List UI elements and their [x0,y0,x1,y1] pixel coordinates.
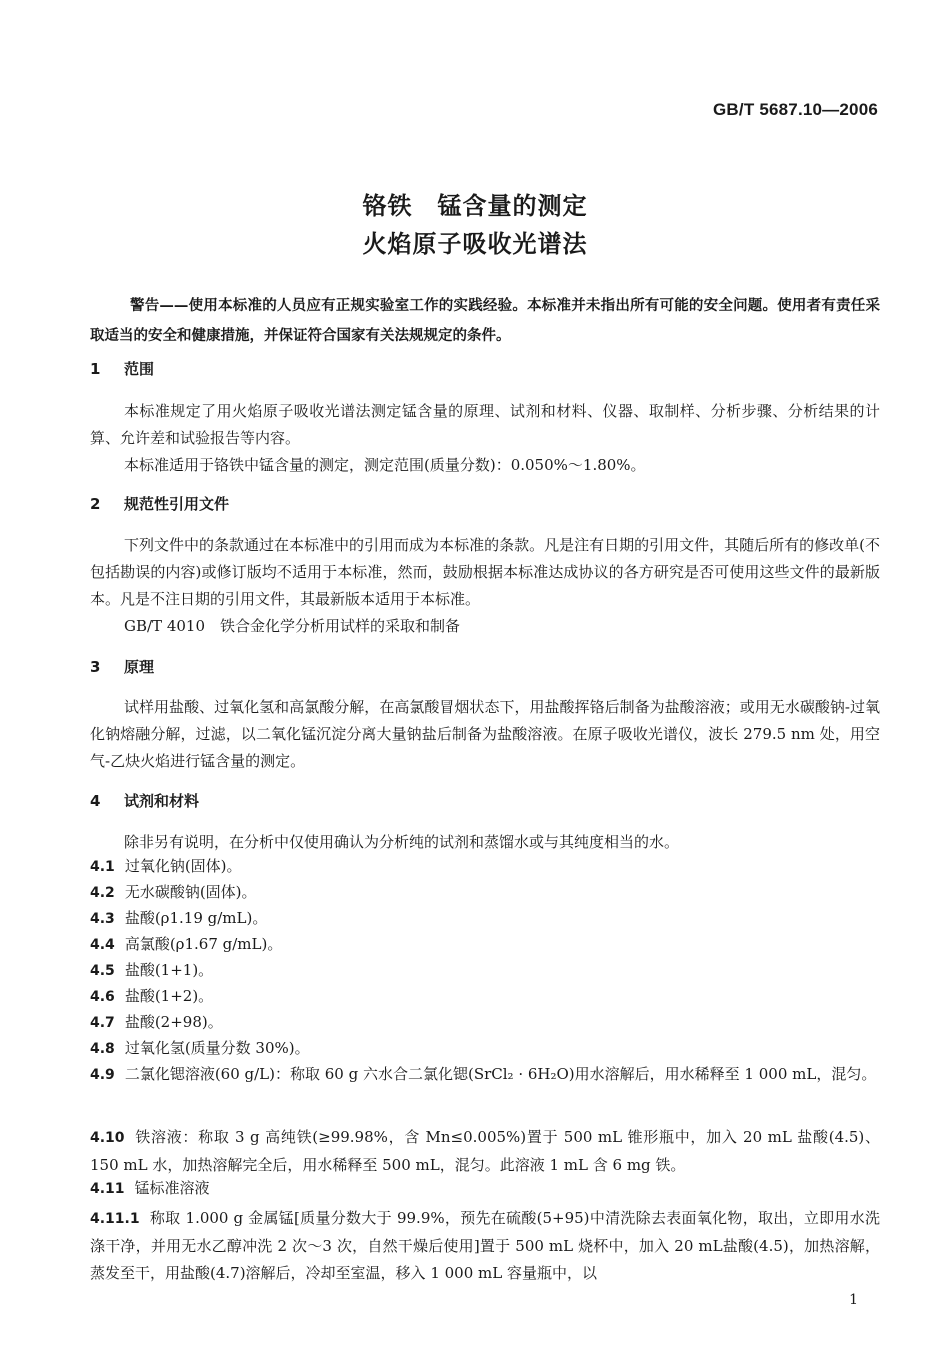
reagent-item [90,1205,880,1287]
standard-code: GB/T 5687.10—2006 [713,100,878,119]
reagent-item [90,853,880,881]
item-number: 4.10 [90,1130,125,1146]
item-text: 高氯酸(ρ1.67 g/mL)。 [124,935,283,953]
document-title-line2: 火焰原子吸收光谱法 [362,230,588,258]
safety-warning: 警告——使用本标准的人员应有正规实验室工作的实践经验。本标准并未指出所有可能的安全问题。使用者有责任采取适当的安全和健康措施，并保证符合国家有关法规规定的条件。 [90,298,880,344]
section-number: 1 [90,360,101,378]
item-number: 4.2 [90,885,115,901]
item-number: 4.11 [90,1181,125,1197]
page-number: 1 [849,1292,858,1308]
reagent-item [90,905,880,933]
reagent-item [90,1035,880,1063]
section-heading-scope [90,358,154,379]
document-title-line1: 铬铁 锰含量的测定 [362,192,588,220]
section-heading-reagents [90,790,199,811]
principle-paragraph: 试样用盐酸、过氧化氢和高氯酸分解，在高氯酸冒烟状态下，用盐酸挥铬后制备为盐酸溶液；或用无水碳酸钠-过氧化钠熔融分解，过滤，以二氧化锰沉淀分离大量钠盐后制备为盐酸溶液。在原子吸收光谱仪，波长 279.5 nm 处，用空气-乙炔火焰进行锰含量的测定。 [90,698,880,770]
item-text: 盐酸(ρ1.19 g/mL)。 [124,909,268,927]
item-text: 二氯化锶溶液(60 g/L)：称取 60 g 六水合二氯化锶(SrCl₂ · 6H₂O)用水溶解后，用水稀释至 1 000 mL，混匀。 [124,1065,877,1083]
section-number: 2 [90,495,101,513]
item-number: 4.1 [90,859,115,875]
section-number: 4 [90,792,101,810]
reagents-intro: 除非另有说明，在分析中仅使用确认为分析纯的试剂和蒸馏水或与其纯度相当的水。 [124,833,680,851]
reagent-item [90,1175,880,1203]
scope-paragraph-2: 本标准适用于铬铁中锰含量的测定，测定范围(质量分数)：0.050%～1.80%。 [124,456,646,474]
item-number: 4.4 [90,937,115,953]
item-number: 4.9 [90,1067,115,1083]
item-text: 铁溶液：称取 3 g 高纯铁(≥99.98%，含 Mn≤0.005%)置于 500 mL 锥形瓶中，加入 20 mL 盐酸(4.5)、150 mL 水，加热溶解完全后，用水稀释至 500 mL，混匀。此溶液 1 mL 含 6 mg 铁。 [90,1128,880,1174]
item-number: 4.7 [90,1015,115,1031]
section-title: 范围 [124,360,155,378]
reagent-item [90,1009,880,1037]
item-number: 4.11.1 [90,1211,140,1227]
item-number: 4.8 [90,1041,115,1057]
item-text: 锰标准溶液 [134,1179,210,1197]
reagent-item [90,1061,880,1089]
references-paragraph: 下列文件中的条款通过在本标准中的引用而成为本标准的条款。凡是注有日期的引用文件，其随后所有的修改单(不包括勘误的内容)或修订版均不适用于本标准，然而，鼓励根据本标准达成协议的各方研究是否可使用这些文件的最新版本。凡是不注日期的引用文件，其最新版本适用于本标准。 [90,536,880,608]
item-text: 过氧化氢(质量分数 30%)。 [124,1039,310,1057]
item-number: 4.3 [90,911,115,927]
section-title: 原理 [124,658,155,676]
reagent-item [90,879,880,907]
item-text: 称取 1.000 g 金属锰[质量分数大于 99.9%，预先在硫酸(5+95)中清洗除去表面氧化物，取出，立即用水洗涤干净，并用无水乙醇冲洗 2 次～3 次，自然干燥后使用]置于 500 mL 烧杯中，加入 20 mL盐酸(4.5)，加热溶解，蒸发至干，用盐酸(4.7)溶解后，冷却至室温，移入 1 000 mL 容量瓶中，以 [90,1209,880,1282]
reagent-item [90,1124,880,1179]
item-text: 无水碳酸钠(固体)。 [124,883,257,901]
reagent-item [90,957,880,985]
item-text: 盐酸(1+2)。 [124,987,214,1005]
section-heading-normative-references [90,493,229,514]
reagent-item [90,983,880,1011]
section-title: 规范性引用文件 [124,495,230,513]
item-number: 4.5 [90,963,115,979]
scope-paragraph-1: 本标准规定了用火焰原子吸收光谱法测定锰含量的原理、试剂和材料、仪器、取制样、分析步骤、分析结果的计算、允许差和试验报告等内容。 [90,402,880,447]
item-text: 过氧化钠(固体)。 [124,857,242,875]
item-text: 盐酸(1+1)。 [124,961,214,979]
item-number: 4.6 [90,989,115,1005]
section-heading-principle [90,656,154,677]
reagent-item [90,931,880,959]
item-text: 盐酸(2+98)。 [124,1013,223,1031]
section-number: 3 [90,658,101,676]
section-title: 试剂和材料 [124,792,200,810]
reference-gbt4010: GB/T 4010 铁合金化学分析用试样的采取和制备 [124,617,461,635]
